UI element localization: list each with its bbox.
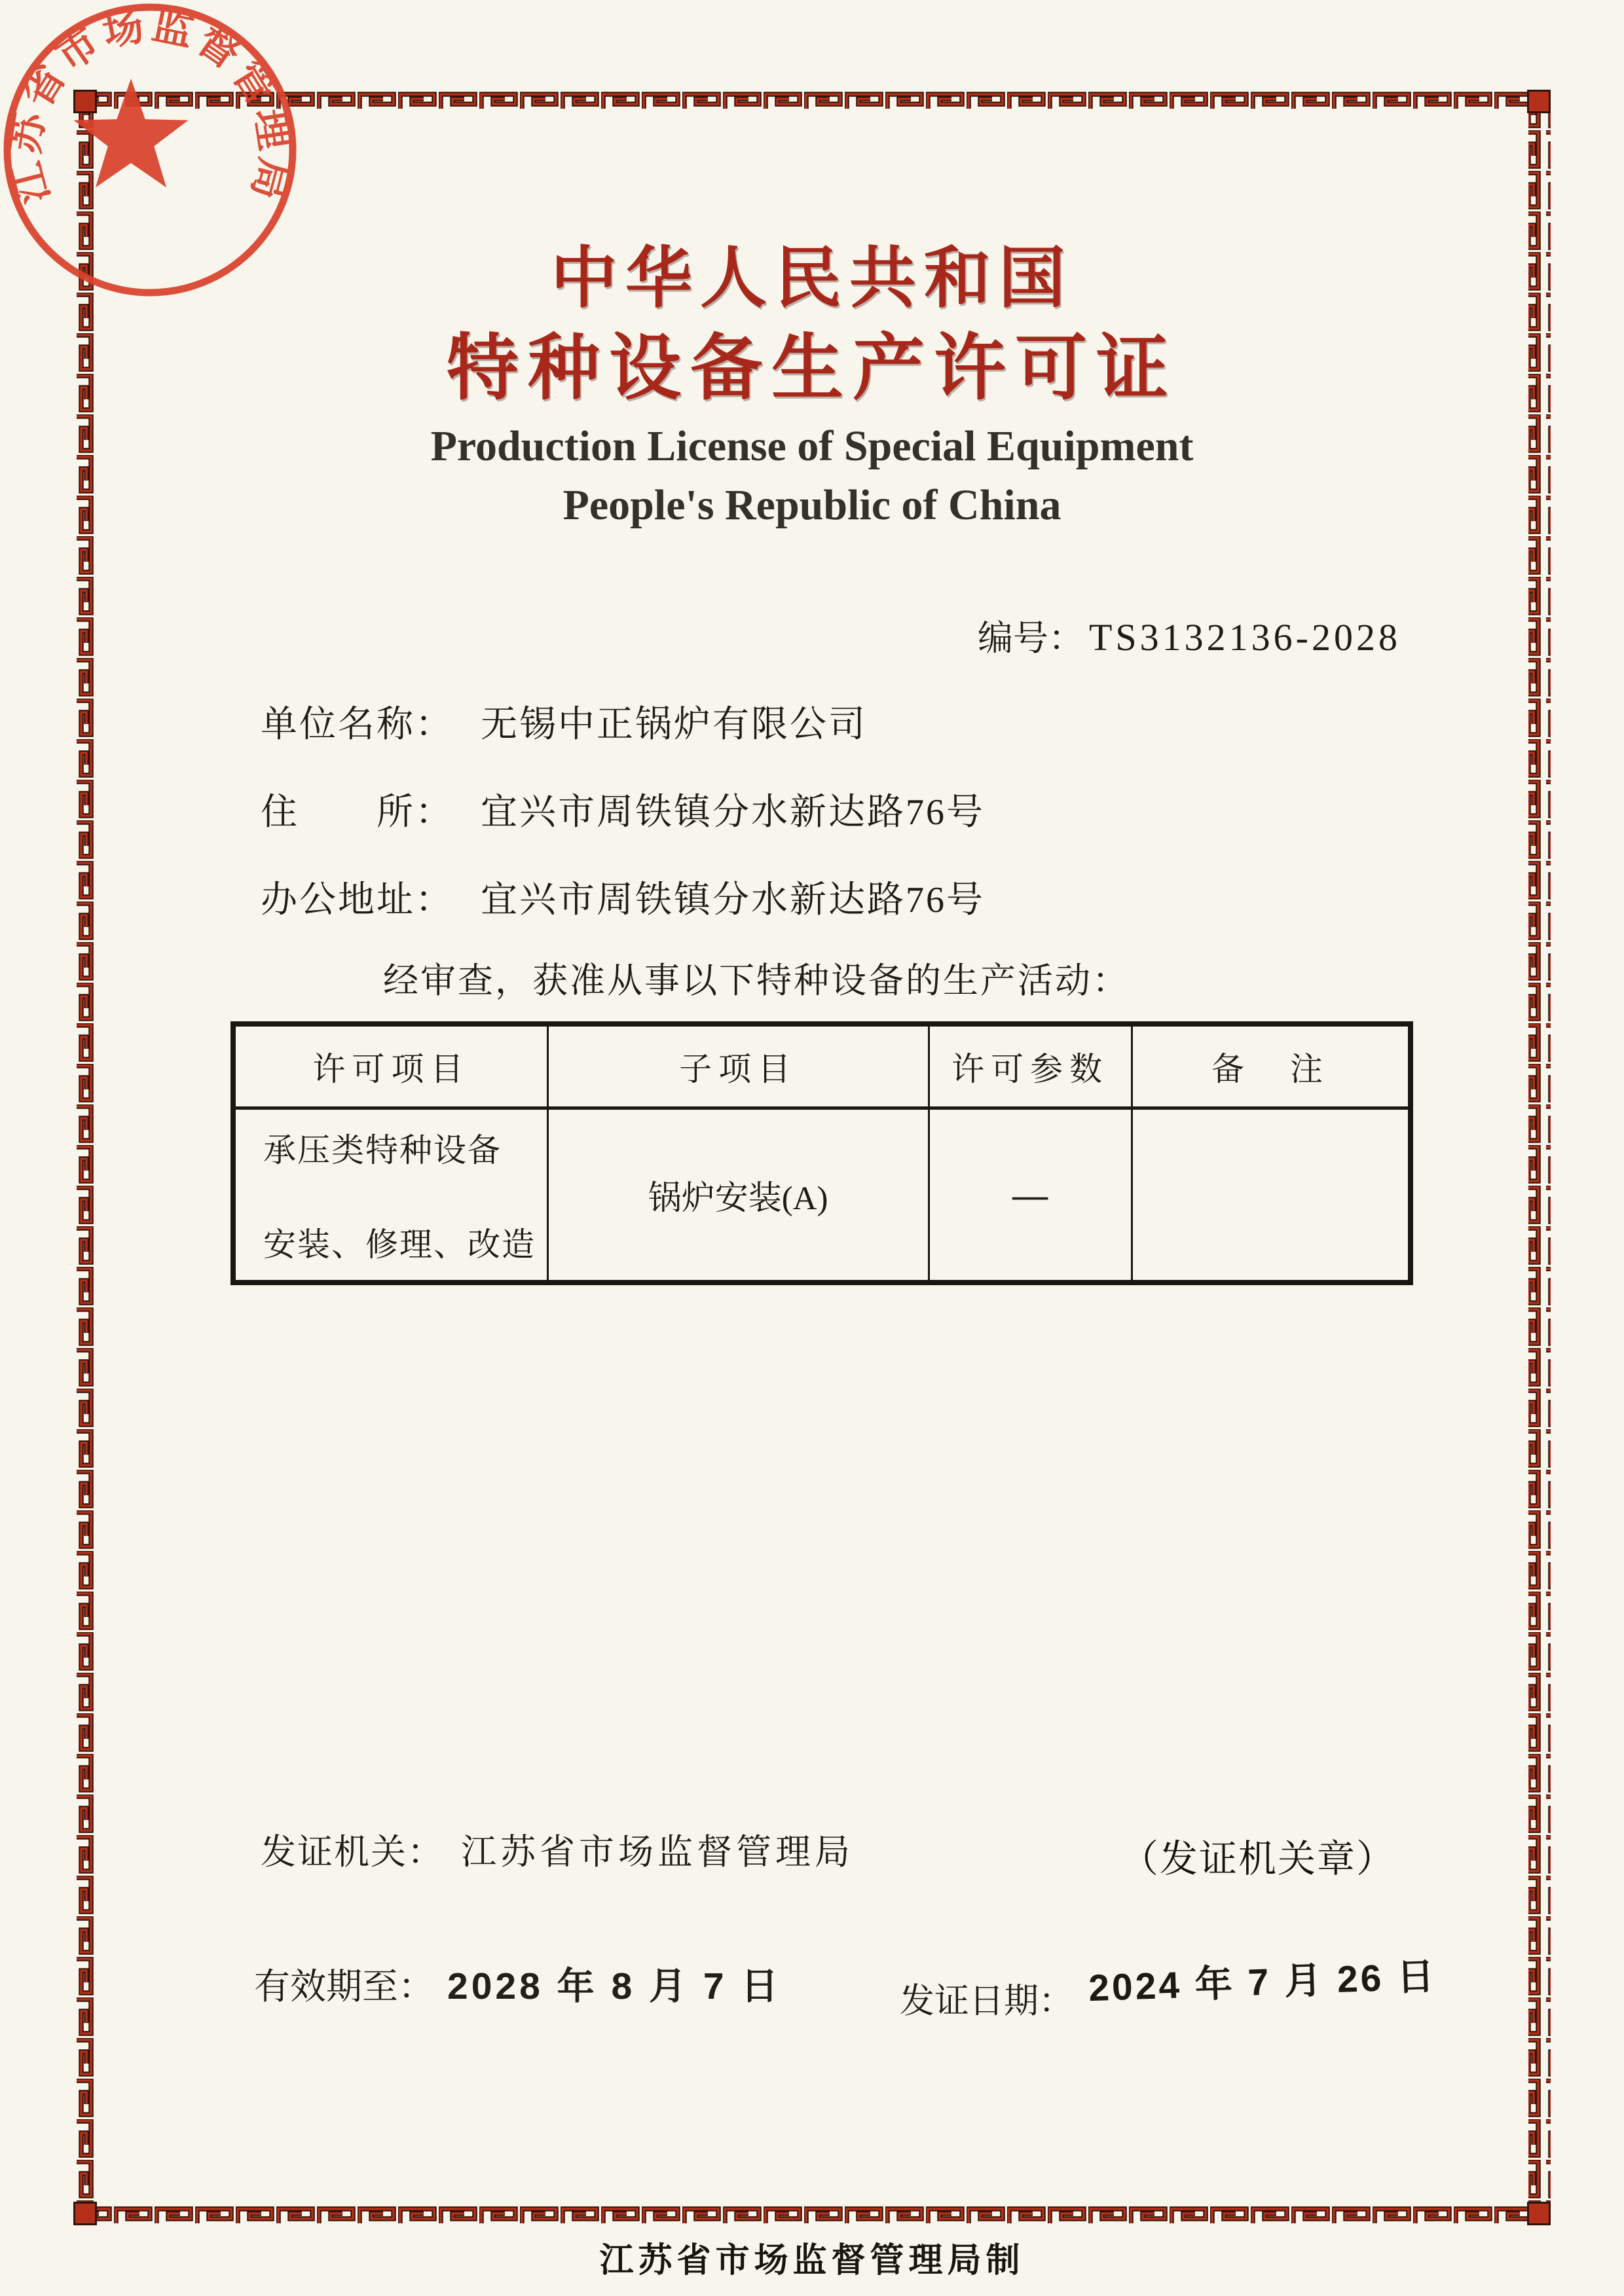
seal-overlay-label: （发证机关章） <box>1120 1838 1395 1880</box>
border-corner-br <box>1528 2203 1550 2225</box>
validity-label: 有效期至： <box>254 1967 435 2007</box>
title-en-line1: Production License of Special Equipment <box>430 422 1194 470</box>
license-number-label: 编号： <box>978 619 1084 658</box>
table-cell-parameter: — <box>930 1110 1133 1280</box>
permit-table <box>231 1021 1413 1285</box>
table-header-sub-item: 子项目 <box>549 1027 930 1110</box>
official-seal-stamp <box>0 0 300 300</box>
table-header-permit-item: 许可项目 <box>236 1027 549 1110</box>
issuer-line <box>261 1824 854 1874</box>
border-corner-tr <box>1528 91 1550 113</box>
license-number-value: TS3132136-2028 <box>1089 616 1401 659</box>
table-cell-remark <box>1133 1110 1408 1280</box>
field-company-name-value: 无锡中正锅炉有限公司 <box>481 704 867 745</box>
approval-statement: 经审查，获准从事以下特种设备的生产活动： <box>383 961 1130 1000</box>
border-band-bottom <box>96 2203 1528 2225</box>
table-header-remark: 备 注 <box>1133 1027 1408 1110</box>
footer-printed-by: 江苏省市场监督管理局制 <box>599 2242 1025 2280</box>
field-office-address-label: 办公地址： <box>261 880 454 920</box>
title-cn-line2: 特种设备生产许可证 <box>447 329 1177 409</box>
star-icon <box>74 79 189 187</box>
table-cell-sub-item: 锅炉安装(A) <box>549 1110 930 1280</box>
permit-item-line2: 安装、修理、改造 <box>263 1226 536 1263</box>
svg-text:江苏省市场监督管理局 <box>2 3 297 208</box>
table-header-parameter: 许可参数 <box>930 1027 1133 1110</box>
field-office-address-value: 宜兴市周铁镇分水新达路76号 <box>481 880 985 920</box>
seal-ring-text: 江苏省市场监督管理局 <box>3 3 297 208</box>
issuer-label: 发证机关： <box>261 1832 444 1872</box>
field-company-name-label: 单位名称： <box>261 704 454 745</box>
field-office-address <box>261 871 985 923</box>
issuer-value: 江苏省市场监督管理局 <box>461 1832 854 1872</box>
issue-date-value: 2024 年 7 月 26 日 <box>1088 1955 1438 2010</box>
title-cn-line1: 中华人民共和国 <box>551 242 1073 316</box>
title-en-line2: People's Republic of China <box>563 481 1061 529</box>
border-corner-bl <box>75 2203 96 2225</box>
border-band-top <box>96 90 1528 112</box>
field-residence-label: 住 所： <box>261 792 454 833</box>
license-number-line <box>978 610 1401 661</box>
issue-date-label: 发证日期： <box>900 1982 1073 2020</box>
validity-value: 2028 年 8 月 7 日 <box>447 1965 782 2007</box>
permit-item-line1: 承压类特种设备 <box>263 1132 502 1169</box>
field-residence-value: 宜兴市周铁镇分水新达路76号 <box>481 792 985 833</box>
field-company-name <box>261 695 867 748</box>
field-residence <box>261 783 985 835</box>
table-cell-permit-item <box>236 1110 549 1280</box>
validity-line <box>254 1956 781 2010</box>
